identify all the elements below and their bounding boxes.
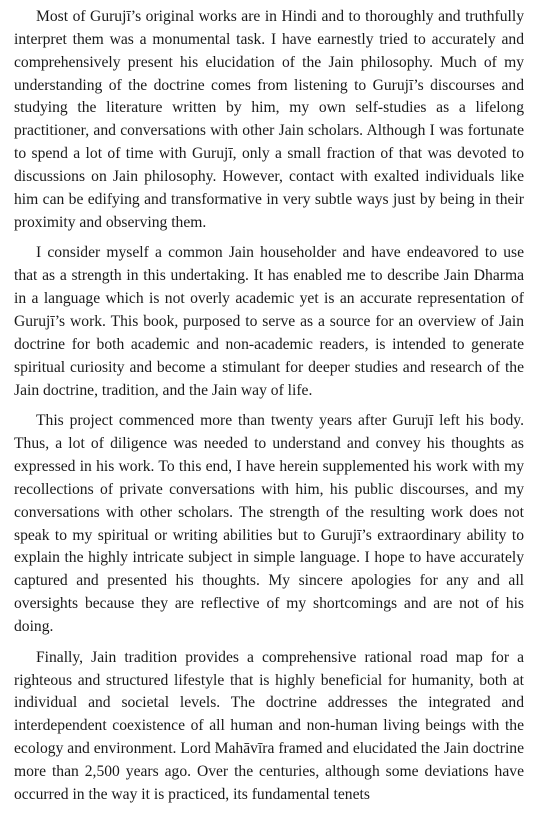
- paragraph-1: Most of Gurujī’s original works are in Hindi and to thoroughly and truthfully interpret them was a monumental task. I have earnestly tried to accurately and comprehensively present his elucidation of the Jain philosophy. Much of my understanding of the doctrine comes from listening to Gurujī’s discourses and studying the literature written by him, my own self-studies as a lifelong practitioner, and conversations with other Jain scholars. Although I was fortunate to spend a lot of time with Gurujī, only a small fraction of that was devoted to discussions on Jain philosophy. However, contact with exalted individuals like him can be edifying and transformative in very subtle ways just by being in their proximity and observing them.: [14, 8, 524, 231]
- document-page: [14, 6, 524, 815]
- paragraph-4: Finally, Jain tradition provides a comprehensive rational road map for a righteous and structured lifestyle that is highly beneficial for humanity, both at individual and societal levels. The doctrine addresses the integrated and interdependent coexistence of all human and non-human living beings with the ecology and environment. Lord Mahāvīra framed and elucidated the Jain doctrine more than 2,500 years ago. Over the centuries, although some deviations have occurred in the way it is practiced, its fundamental tenets: [14, 648, 524, 803]
- paragraph-3: This project commenced more than twenty years after Gurujī left his body. Thus, a lot of diligence was needed to understand and convey his thoughts as expressed in his work. To this end, I have herein supplemented his work with my recollections of private conversations with him, his public discourses, and my conversations with other scholars. The strength of the resulting work does not speak to my spiritual or writing abilities but to Gurujī’s extraordinary ability to explain the highly intricate subject in simple language. I hope to have accurately captured and presented his thoughts. My sincere apologies for any and all oversights because they are reflective of my shortcomings and are not of his doing.: [14, 412, 524, 635]
- paragraph-2: I consider myself a common Jain householder and have endeavored to use that as a strength in this undertaking. It has enabled me to describe Jain Dharma in a language which is not overly academic yet is an accurate representation of Gurujī’s work. This book, purposed to serve as a source for an overview of Jain doctrine for both academic and non-academic readers, is intended to generate spiritual curiosity and become a stimulant for deeper studies and research of the Jain doctrine, tradition, and the Jain way of life.: [14, 244, 524, 399]
